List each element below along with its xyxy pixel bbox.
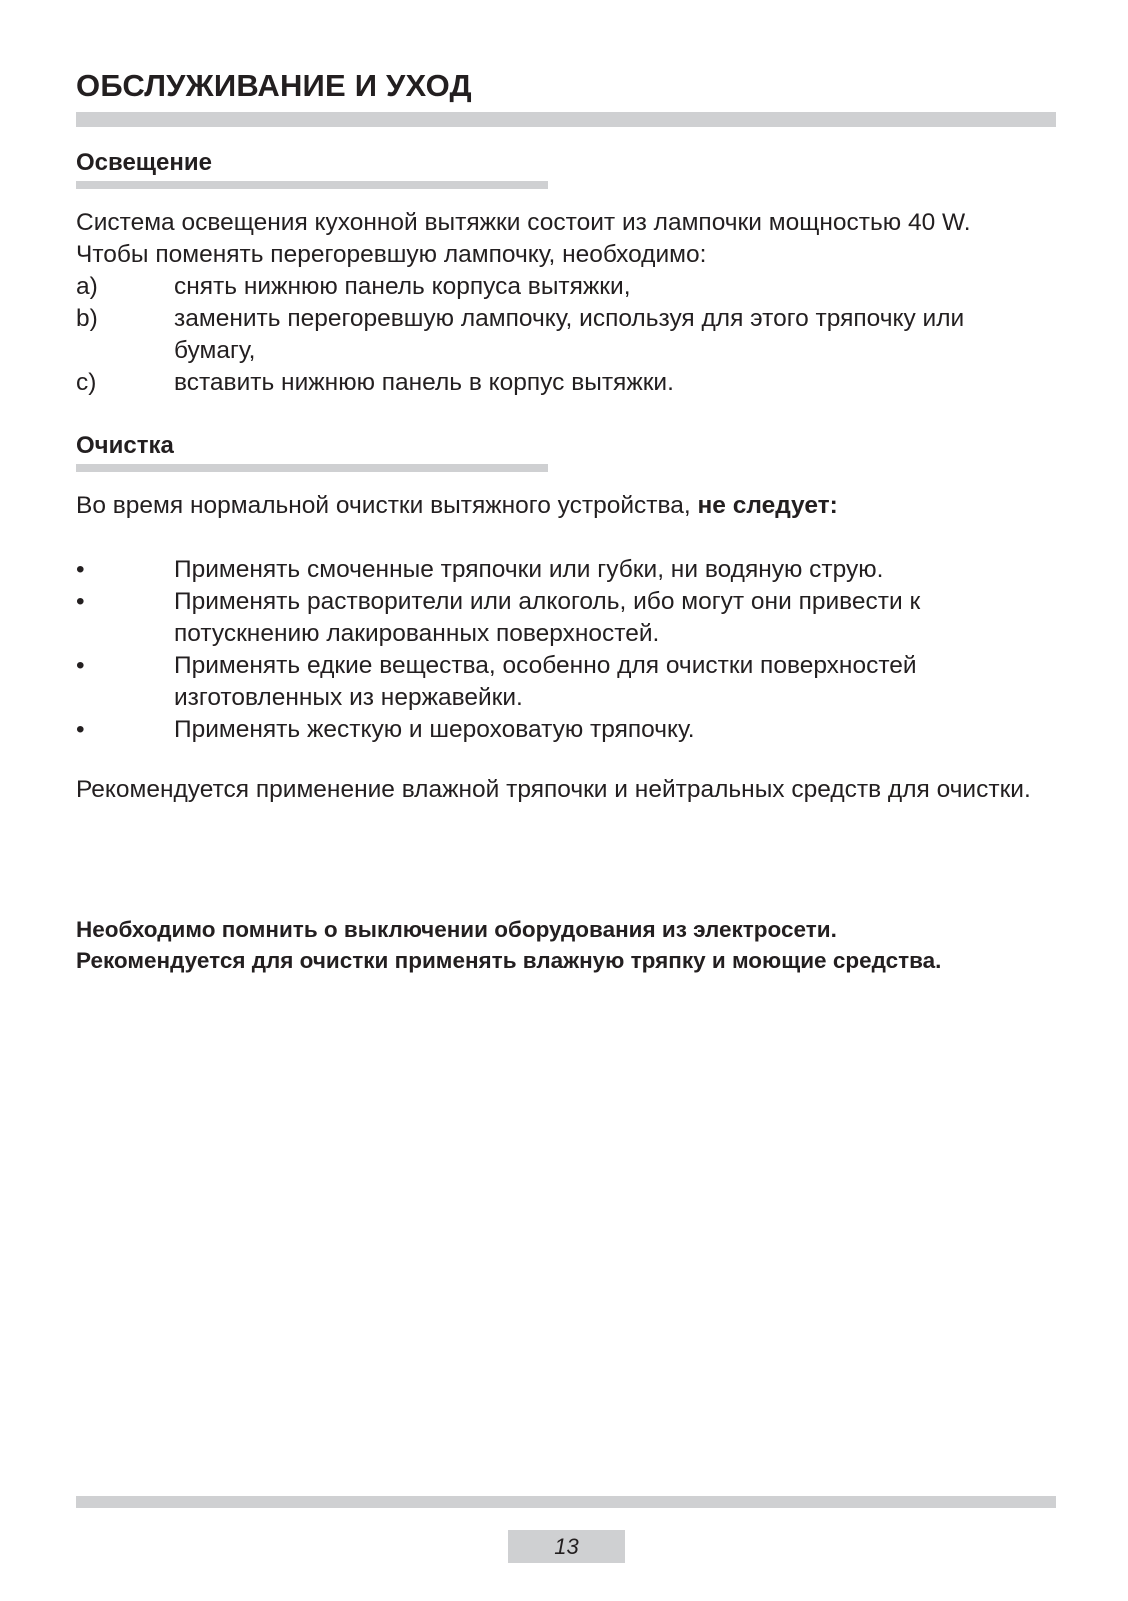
page-number: 13 bbox=[508, 1530, 625, 1563]
step-marker: b) bbox=[76, 305, 98, 332]
list-item bbox=[76, 554, 1066, 586]
cleaning-intro-text: Во время нормальной очистки вытяжного устройства, bbox=[76, 492, 691, 519]
step-text: вставить нижнюю панель в корпус вытяжки. bbox=[174, 369, 674, 396]
safety-note bbox=[76, 914, 1036, 976]
cleaning-prohibitions-list bbox=[76, 554, 1066, 746]
cleaning-recommendation: Рекомендуется применение влажной тряпочки и нейтральных средств для очистки. bbox=[76, 776, 1031, 803]
cleaning-intro-emphasis: не следует: bbox=[697, 492, 838, 519]
list-item-text: Применять жесткую и шероховатую тряпочку. bbox=[174, 716, 695, 743]
list-item-text: Применять растворители или алкоголь, ибо могут они привести к потускнению лакированных поверхностей. bbox=[174, 588, 921, 647]
lighting-steps-list bbox=[76, 271, 1066, 399]
safety-note-line-1: Необходимо помнить о выключении оборудования из электросети. bbox=[76, 917, 837, 942]
list-item bbox=[76, 271, 1066, 303]
list-item bbox=[76, 586, 1066, 650]
list-item-text: Применять смоченные тряпочки или губки, ни водяную струю. bbox=[174, 556, 884, 583]
list-item-text: Применять едкие вещества, особенно для очистки поверхностей изготовленных из нержавейки. bbox=[174, 652, 917, 711]
title-divider bbox=[76, 112, 1056, 127]
step-text: снять нижнюю панель корпуса вытяжки, bbox=[174, 273, 631, 300]
footer-divider bbox=[76, 1496, 1056, 1508]
step-marker: c) bbox=[76, 369, 97, 396]
section-heading-lighting: Освещение bbox=[76, 149, 212, 176]
bullet: • bbox=[76, 716, 85, 743]
section-divider-lighting bbox=[76, 181, 548, 189]
section-divider-cleaning bbox=[76, 464, 548, 472]
section-heading-cleaning: Очистка bbox=[76, 432, 174, 459]
cleaning-intro bbox=[76, 490, 1066, 522]
list-item bbox=[76, 367, 1066, 399]
bullet: • bbox=[76, 652, 85, 679]
bullet: • bbox=[76, 556, 85, 583]
bullet: • bbox=[76, 588, 85, 615]
step-marker: a) bbox=[76, 273, 98, 300]
list-item bbox=[76, 650, 1066, 714]
safety-note-line-2: Рекомендуется для очистки применять влажную тряпку и моющие средства. bbox=[76, 948, 942, 973]
page-title: ОБСЛУЖИВАНИЕ И УХОД bbox=[76, 68, 472, 103]
list-item bbox=[76, 303, 1066, 367]
list-item bbox=[76, 714, 1066, 746]
step-text: заменить перегоревшую лампочку, используя для этого тряпочку или бумагу, bbox=[174, 305, 965, 364]
lighting-intro: Система освещения кухонной вытяжки состоит из лампочки мощностью 40 W. Чтобы поменять перегоревшую лампочку, необходимо: bbox=[76, 209, 971, 268]
